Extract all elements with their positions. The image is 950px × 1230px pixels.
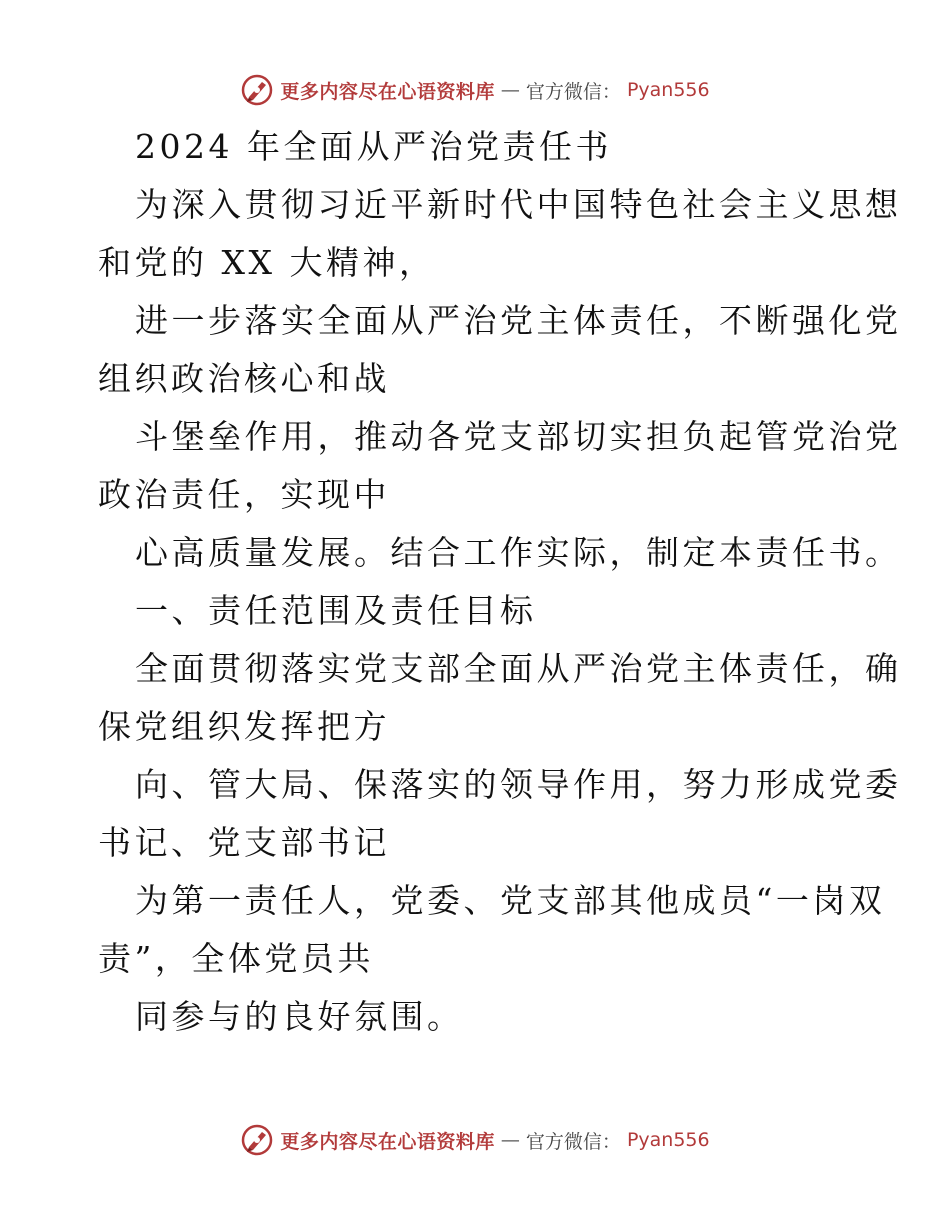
promo-text: 更多内容尽在心语资料库 (280, 1130, 495, 1153)
pen-logo-icon (240, 1123, 274, 1157)
paragraph-line: 为第一责任人，党委、党支部其他成员“一岗双 (135, 881, 886, 920)
paragraph-line: 保党组织发挥把方 (98, 707, 390, 746)
paragraph-line: 斗堡垒作用，推动各党支部切实担负起管党治党 (135, 417, 902, 456)
promo-text: 更多内容尽在心语资料库 (280, 80, 495, 103)
pen-logo-icon (240, 73, 274, 107)
footer-banner (0, 1120, 950, 1160)
paragraph-line: 一、责任范围及责任目标 (135, 591, 537, 630)
paragraph-line: 和党的 XX 大精神， (98, 243, 436, 282)
paragraph-line: 心高质量发展。结合工作实际，制定本责任书。 (135, 533, 902, 572)
paragraph-line: 向、管大局、保落实的领导作用，努力形成党委 (135, 765, 902, 804)
paragraph-line: 书记、党支部书记 (98, 823, 390, 862)
wechat-id: Pyan556 (626, 79, 710, 101)
official-wechat-label: 官方微信： (525, 1130, 621, 1153)
document-title: 2024 年全面从严治党责任书 (135, 127, 612, 166)
wechat-id: Pyan556 (626, 1129, 710, 1151)
paragraph-line: 政治责任，实现中 (98, 475, 390, 514)
paragraph-line: 为深入贯彻习近平新时代中国特色社会主义思想 (135, 185, 902, 224)
paragraph-line: 同参与的良好氛围。 (135, 997, 464, 1036)
banner-separator: — (500, 1129, 520, 1151)
paragraph-line: 全面贯彻落实党支部全面从严治党主体责任，确 (135, 649, 902, 688)
paragraph-line: 组织政治核心和战 (98, 359, 390, 398)
paragraph-line: 责”，全体党员共 (98, 939, 374, 978)
official-wechat-label: 官方微信： (525, 80, 621, 103)
paragraph-line: 进一步落实全面从严治党主体责任，不断强化党 (135, 301, 902, 340)
document-body (98, 118, 902, 1046)
banner-separator: — (500, 79, 520, 101)
header-banner (0, 70, 950, 110)
